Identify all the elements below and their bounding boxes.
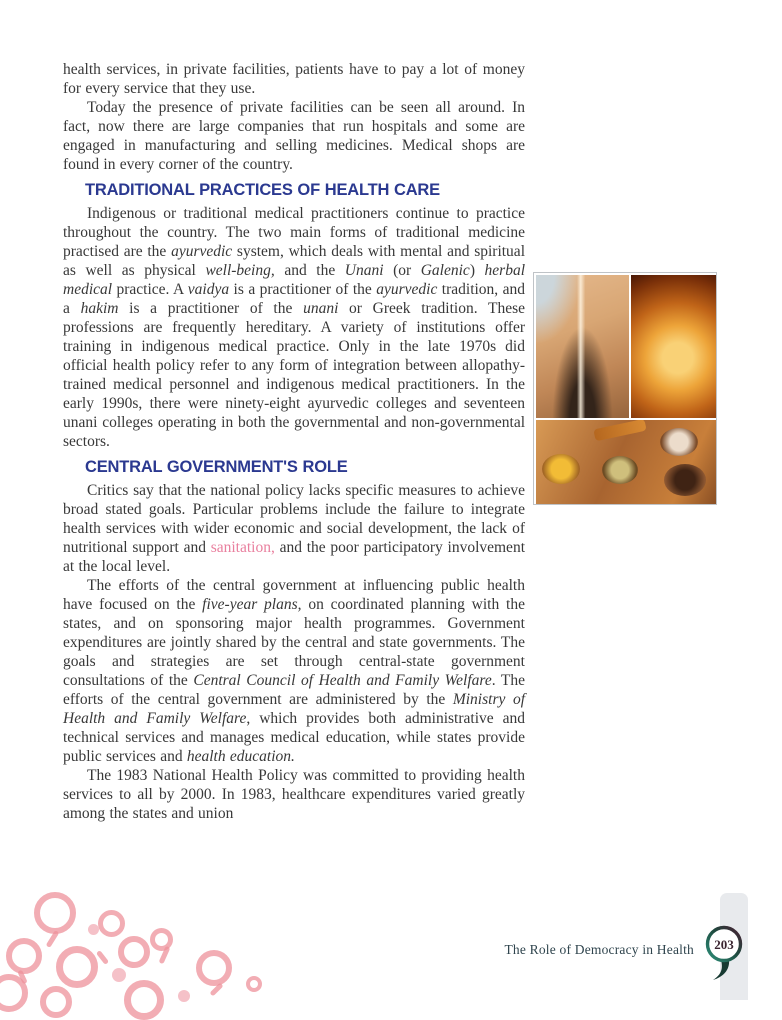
text-segment: The 1983 National Health Policy was committed to providing health services to all by 2000. In 1983, healthcare expenditures varied greatly among the states and union: [63, 767, 525, 822]
turmeric-spoon: [542, 454, 580, 484]
text-segment: Ministry of Health and Family Welfare: [63, 691, 526, 727]
page-number-bubble: [700, 924, 748, 982]
cardamom-bowl: [602, 456, 638, 484]
body-paragraph: [63, 766, 525, 823]
text-segment: Indigenous or traditional medical practitioners continue to practice throughout the country. The two main forms of traditional medicine practised are the: [63, 205, 525, 260]
page-footer: [504, 924, 748, 982]
text-segment: hakim: [80, 300, 119, 317]
text-segment: unani: [303, 300, 339, 317]
text-segment: . The efforts of the central government are administered by the: [63, 672, 526, 708]
text-segment: ayurvedic: [171, 243, 233, 260]
text-segment: and the: [274, 262, 345, 279]
text-segment: health services, in private facilities, patients have to pay a lot of money for every service that they use.: [63, 61, 525, 97]
text-segment: health education.: [186, 748, 295, 765]
spices-photo: [536, 420, 716, 504]
text-segment: vaidya: [187, 281, 230, 298]
text-segment: Central Council of Health and Family Welfare: [193, 672, 492, 689]
shirodhara-photo: [536, 275, 629, 418]
body-paragraph: [63, 576, 525, 766]
molecule-decoration: [0, 888, 270, 1000]
text-segment: ): [469, 262, 485, 279]
text-segment: , which provides both administrative and technical services and manages medical education, while states provide public services and: [63, 710, 526, 765]
text-segment: system, which deals with mental and spiritual as well as physical: [63, 243, 525, 279]
text-segment: five-year plans,: [202, 596, 302, 613]
text-column: [63, 60, 525, 823]
text-segment: Galenic: [420, 262, 470, 279]
body-paragraph: [63, 204, 525, 451]
text-segment: The efforts of the central government at influencing public health have focused on the: [63, 577, 525, 613]
text-segment: (or: [383, 262, 421, 279]
text-segment: Unani: [344, 262, 384, 279]
footer-title: The Role of Democracy in Health: [504, 942, 694, 957]
section-heading: TRADITIONAL PRACTICES OF HEALTH CARE: [85, 181, 440, 199]
brass-vessel-photo: [631, 275, 716, 418]
text-segment: practice. A: [112, 281, 188, 298]
text-segment: ayurvedic: [376, 281, 438, 298]
bubble-tail: [713, 960, 729, 980]
body-paragraph: [63, 481, 525, 576]
body-paragraph: [63, 98, 525, 174]
section-heading: CENTRAL GOVERNMENT'S ROLE: [85, 458, 348, 476]
page-number: 203: [714, 937, 734, 952]
text-segment: well-being,: [205, 262, 275, 279]
dark-seeds-bowl: [664, 464, 706, 496]
photo-collage: [533, 272, 717, 505]
text-segment: and the poor participatory involvement at the local level.: [63, 539, 525, 575]
text-segment: or Greek tradition. These professions are frequently hereditary. A variety of institutions offer training in indigenous medical practice. Only in the late 1970s did official health policy refer to any form of integration between allopathy-trained medical personnel and indigenous medical practitioners. In the early 1990s, there were ninety-eight ayurvedic colleges and seventeen unani colleges operating in both the governmental and non-governmental sectors.: [63, 300, 526, 450]
text-segment: tradition, and a: [63, 281, 526, 317]
highlighted-term: sanitation,: [210, 539, 275, 556]
white-pods-bowl: [660, 428, 698, 456]
text-segment: Today the presence of private facilities can be seen all around. In fact, now there are large companies that run hospitals and some are engaged in manufacturing and selling medicines. Medical shops are found in every corner of the country.: [63, 99, 525, 173]
text-segment: is a practitioner of the: [229, 281, 377, 298]
text-segment: on coordinated planning with the states, and on sponsoring major health programmes. Government expenditures are jointly shared by the central and state governments. The goals and strategies are set through central-state government consultations of the: [63, 596, 525, 689]
text-segment: Critics say that the national policy lacks specific measures to achieve broad stated goals. Particular problems include the failure to integrate health services with wider economic and social development, the lack of nutritional support and: [63, 482, 525, 556]
body-paragraph: [63, 60, 525, 98]
cinnamon-sticks: [593, 420, 646, 441]
text-segment: herbal medical: [63, 262, 526, 298]
text-segment: is a practitioner of the: [118, 300, 304, 317]
